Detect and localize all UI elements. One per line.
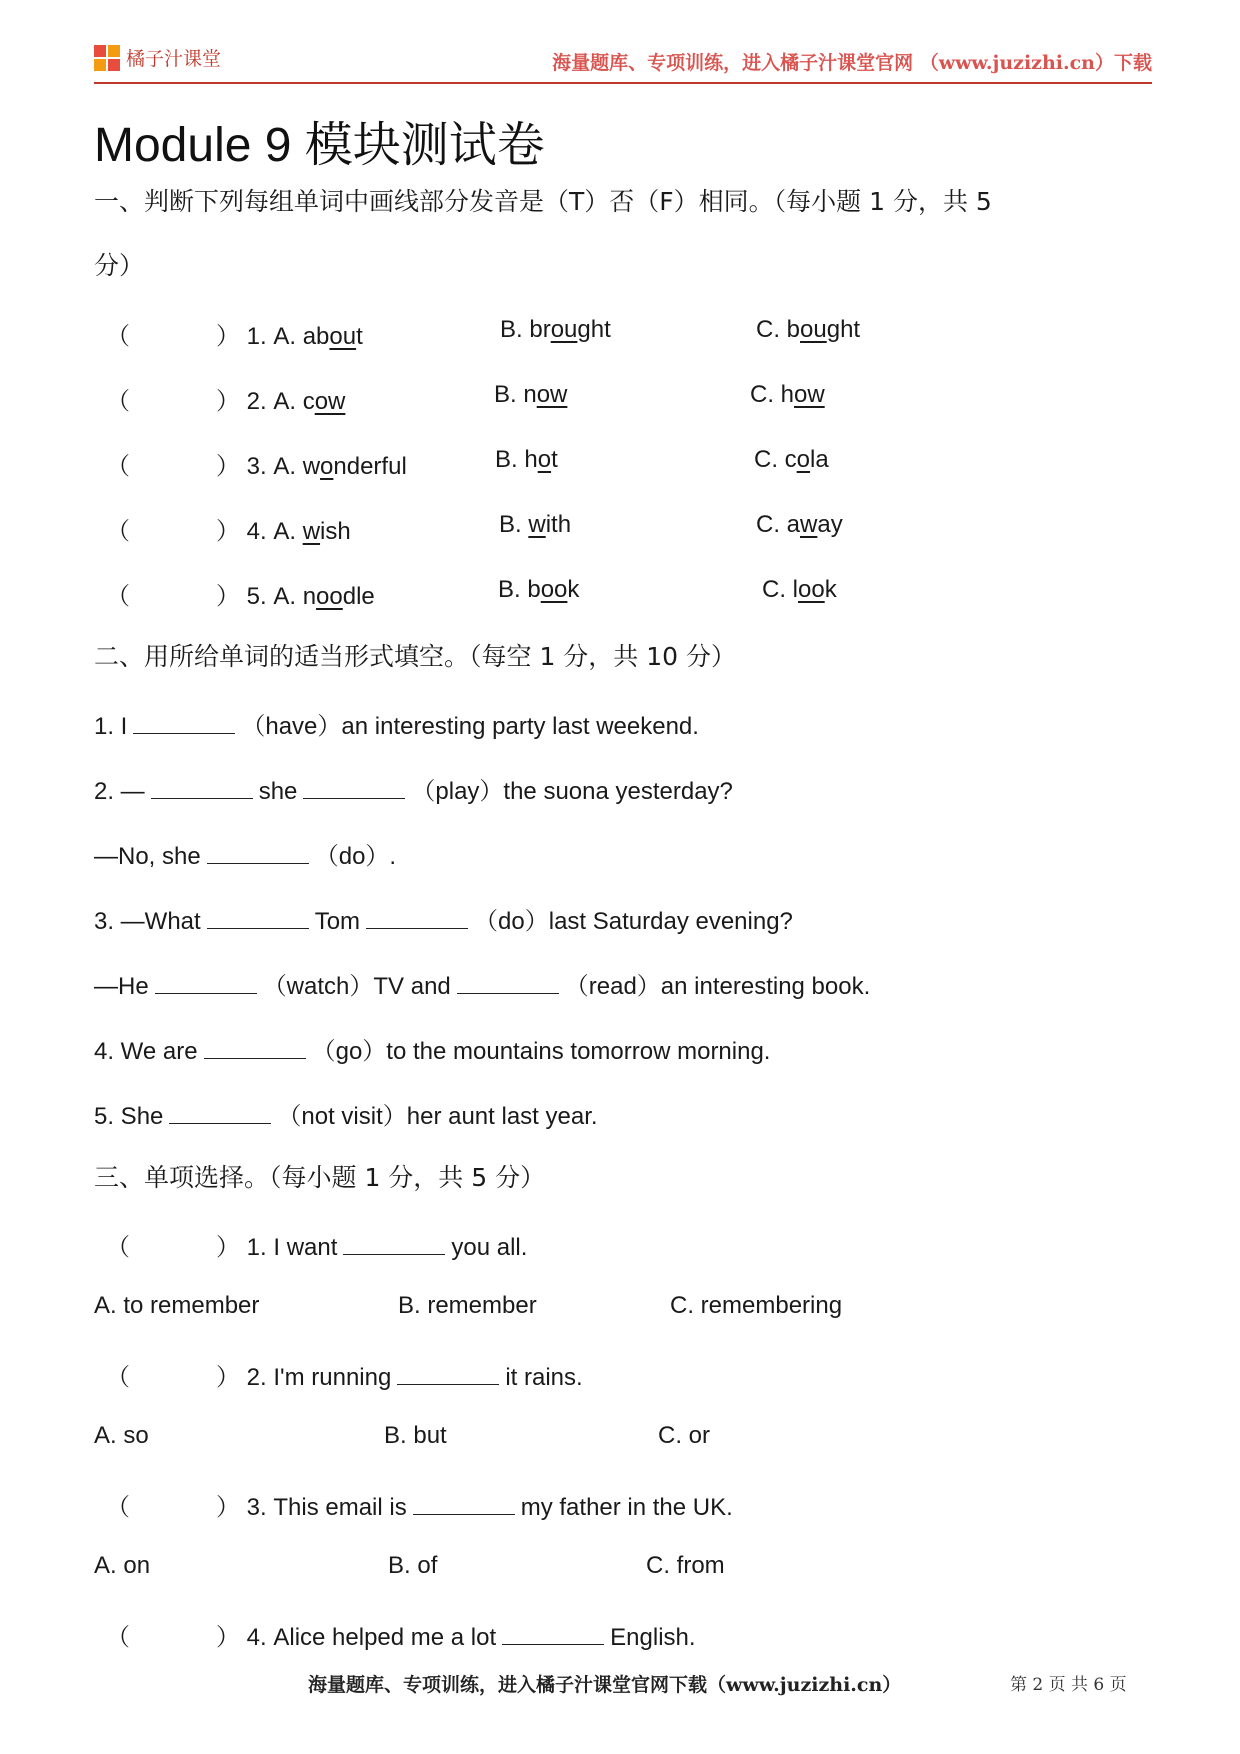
answer-blank[interactable] [207,908,309,929]
s3-q2-options [94,1422,1094,1450]
s1-item-4: （ ） 4. A. wish B. with C. away [106,511,843,545]
s2-q2: 2. — she （play）the suona yesterday? [94,778,733,805]
s3-q1: （ ） 1. I want you all. [106,1234,528,1261]
logo-mark-icon [94,45,120,71]
page-header [94,40,1152,84]
answer-blank[interactable] [303,778,405,799]
answer-blank[interactable] [155,973,257,994]
page-number: 第 2 页 共 6 页 [1010,1675,1127,1695]
s3-q4: （ ） 4. Alice helped me a lot English. [106,1624,696,1651]
s3-q2: （ ） 2. I'm running it rains. [106,1364,583,1391]
s3-q1-options [94,1292,1094,1320]
page-footer [0,1666,1240,1706]
section2-heading: 二、用所给单词的适当形式填空。（每空 1 分，共 10 分） [94,642,737,671]
s2-q3: 3. —What Tom （do）last Saturday evening? [94,908,793,935]
answer-blank[interactable] [397,1364,499,1385]
option-a[interactable]: A. to remember [94,1292,260,1319]
s3-q3: （ ） 3. This email is my father in the UK. [106,1494,733,1521]
option-a[interactable]: A. on [94,1552,151,1579]
footer-slogan: 海量题库、专项训练，进入橘子汁课堂官网下载（www.juzizhi.cn） [308,1674,902,1696]
section1-heading: 一、判断下列每组单词中画线部分发音是（T）否（F）相同。（每小题 1 分，共 5 [94,187,992,216]
answer-blank[interactable] [343,1234,445,1255]
answer-blank[interactable] [151,778,253,799]
header-slogan: 海量题库、专项训练，进入橘子汁课堂官网 （www.juzizhi.cn）下载 [552,52,1152,74]
option-a[interactable]: A. so [94,1422,149,1449]
option-b[interactable]: B. but [384,1422,447,1449]
option-c[interactable]: C. remembering [670,1292,843,1319]
s1-item-1: （ ） 1. A. about B. brought C. bought [106,316,861,350]
s3-q3-options [94,1552,1094,1580]
option-c[interactable]: C. or [658,1422,711,1449]
answer-blank[interactable] [204,1038,306,1059]
logo-text: 橘子汁课堂 [126,48,222,70]
answer-blank[interactable] [169,1103,271,1124]
s1-item-5: （ ） 5. A. noodle B. book C. look [106,576,837,610]
answer-blank[interactable] [457,973,559,994]
s2-q4: 4. We are （go）to the mountains tomorrow morning. [94,1038,771,1065]
answer-blank[interactable] [207,843,309,864]
section3-heading: 三、单项选择。（每小题 1 分，共 5 分） [94,1163,546,1192]
s1-item-2: （ ） 2. A. cow B. now C. how [106,381,825,415]
option-c[interactable]: C. from [646,1552,725,1579]
answer-blank[interactable] [413,1494,515,1515]
logo [94,44,221,71]
section1-heading-cont: 分） [94,251,145,280]
answer-blank[interactable] [133,713,235,734]
answer-blank[interactable] [366,908,468,929]
option-b[interactable]: B. remember [398,1292,537,1319]
option-b[interactable]: B. of [388,1552,438,1579]
s2-q1: 1. I （have）an interesting party last weekend. [94,713,699,740]
s1-item-3: （ ） 3. A. wonderful B. hot C. cola [106,446,829,480]
s2-q2-reply: —No, she （do）. [94,843,397,870]
answer-blank[interactable] [502,1624,604,1645]
s2-q3-reply: —He （watch）TV and （read）an interesting book. [94,973,871,1000]
s2-q5: 5. She （not visit）her aunt last year. [94,1103,598,1130]
page-title: Module 9 模块测试卷 [94,119,545,172]
